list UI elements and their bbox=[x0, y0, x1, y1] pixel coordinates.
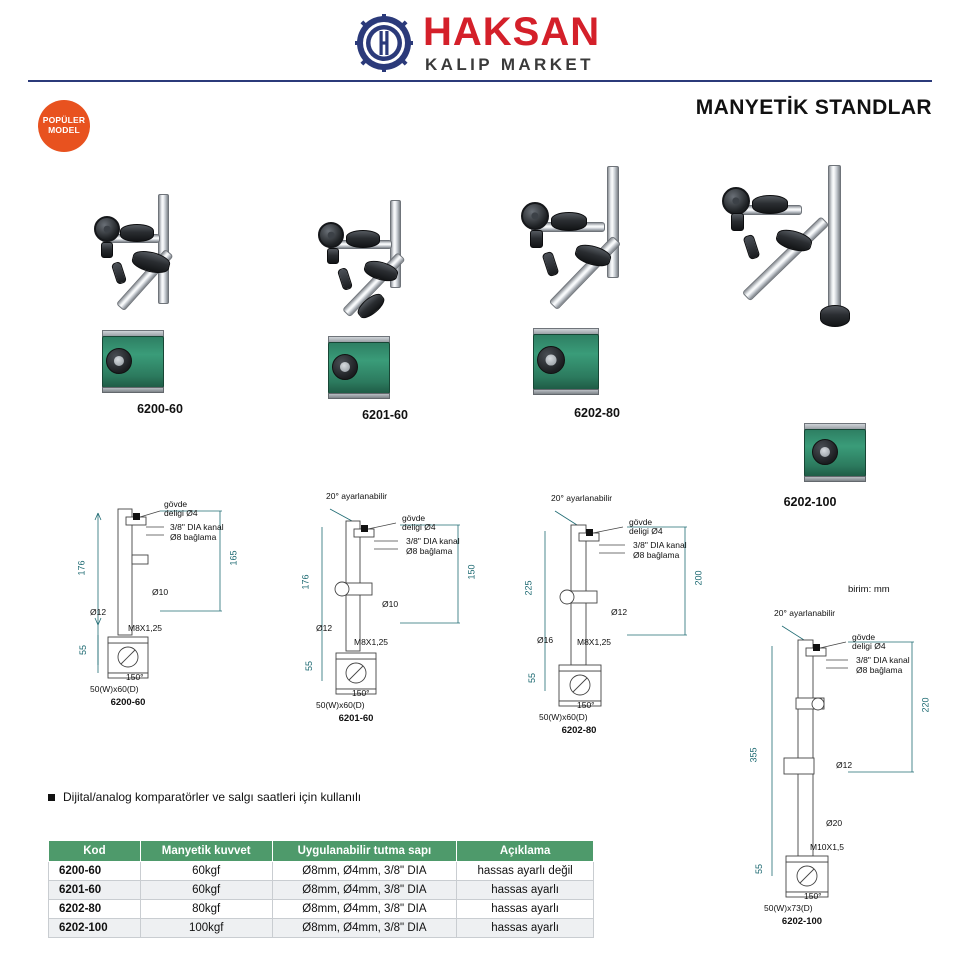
product-photo-6201-60 bbox=[290, 190, 480, 440]
label-kanal: 3/8" DIA kanal bbox=[633, 540, 687, 550]
label-angle: 150° bbox=[126, 672, 144, 682]
badge-line-2: MODEL bbox=[48, 125, 80, 135]
label-unit: birim: mm bbox=[848, 584, 890, 595]
th-kuvvet: Manyetik kuvvet bbox=[140, 841, 272, 862]
cell-sap: Ø8mm, Ø4mm, 3/8" DIA bbox=[272, 919, 457, 938]
dim-base-height: 55 bbox=[754, 863, 765, 875]
cell-kod: 6202-100 bbox=[49, 919, 141, 938]
cell-kuvvet: 100kgf bbox=[140, 919, 272, 938]
label-baglama: Ø8 bağlama bbox=[633, 550, 680, 560]
label-body-hole-line2: deligi Ø4 bbox=[402, 522, 436, 532]
label-angle: 150° bbox=[352, 688, 370, 698]
logo-subtitle: KALIP MARKET bbox=[425, 55, 594, 74]
label-thread: M8X1,25 bbox=[577, 637, 612, 647]
dim-height-left: 355 bbox=[748, 747, 759, 763]
technical-drawing-6200-60 bbox=[60, 495, 260, 715]
label-thread: M10X1,5 bbox=[810, 842, 845, 852]
product-photo-6200-60 bbox=[70, 190, 250, 440]
label-body-hole-line1: gövde bbox=[629, 517, 653, 527]
product-caption: 6200-60 bbox=[137, 402, 183, 416]
cell-aciklama: hassas ayarlı bbox=[457, 881, 594, 900]
technical-drawing-6202-100 bbox=[740, 584, 940, 950]
dim-height-left: 176 bbox=[76, 560, 87, 576]
label-kanal: 3/8" DIA kanal bbox=[406, 536, 460, 546]
technical-drawing-6201-60 bbox=[290, 491, 500, 735]
dim-height-right: 220 bbox=[920, 697, 931, 713]
label-kanal: 3/8" DIA kanal bbox=[856, 655, 910, 665]
label-adjust: 20° ayarlanabilir bbox=[326, 491, 388, 501]
cell-kod: 6200-60 bbox=[49, 862, 141, 881]
cell-sap: Ø8mm, Ø4mm, 3/8" DIA bbox=[272, 900, 457, 919]
th-kod: Kod bbox=[49, 841, 141, 862]
cell-kuvvet: 80kgf bbox=[140, 900, 272, 919]
cell-kuvvet: 60kgf bbox=[140, 862, 272, 881]
product-photo-6202-80 bbox=[495, 160, 695, 440]
logo-title: HAKSAN bbox=[423, 10, 601, 54]
label-body-hole-line2: deligi Ø4 bbox=[852, 641, 886, 651]
cell-sap: Ø8mm, Ø4mm, 3/8" DIA bbox=[272, 881, 457, 900]
specs-table bbox=[48, 840, 594, 938]
feature-note-text: Dijital/analog komparatörler ve salgı saatleri için kullanılı bbox=[63, 790, 362, 804]
label-thread: M8X1,25 bbox=[128, 623, 163, 633]
table-row bbox=[49, 881, 594, 900]
stand-illustration bbox=[290, 190, 480, 405]
dim-d12: Ø12 bbox=[316, 623, 333, 633]
dim-d10: Ø10 bbox=[152, 587, 169, 597]
label-angle: 150° bbox=[804, 891, 822, 901]
dim-height-right: 150 bbox=[466, 564, 477, 580]
label-thread: M8X1,25 bbox=[354, 637, 389, 647]
stand-illustration bbox=[495, 160, 695, 410]
cell-kod: 6202-80 bbox=[49, 900, 141, 919]
label-baglama: Ø8 bağlama bbox=[170, 532, 217, 542]
stand-illustration bbox=[700, 165, 920, 455]
label-adjust: 20° ayarlanabilir bbox=[774, 608, 836, 618]
drawing-caption: 6200-60 bbox=[110, 697, 146, 708]
product-caption: 6202-100 bbox=[783, 495, 837, 509]
label-baglama: Ø8 bağlama bbox=[406, 546, 453, 556]
label-body-hole-line2: deligi Ø4 bbox=[164, 508, 198, 518]
drawing-caption: 6202-100 bbox=[781, 916, 823, 927]
cell-kuvvet: 60kgf bbox=[140, 881, 272, 900]
popular-model-badge bbox=[38, 100, 90, 152]
label-base-dim: 50(W)x60(D) bbox=[90, 684, 139, 694]
page-title: MANYETİK STANDLAR bbox=[695, 96, 932, 119]
cell-aciklama: hassas ayarlı bbox=[457, 900, 594, 919]
label-adjust: 20° ayarlanabilir bbox=[551, 493, 613, 503]
label-body-hole-line2: deligi Ø4 bbox=[629, 526, 663, 536]
th-aciklama: Açıklama bbox=[457, 841, 594, 862]
label-body-hole-line1: gövde bbox=[402, 513, 426, 523]
table-header-row bbox=[49, 841, 594, 862]
product-photo-6202-100 bbox=[700, 165, 920, 509]
gear-icon bbox=[355, 14, 413, 72]
dim-height-right: 165 bbox=[228, 550, 239, 566]
th-sap: Uygulanabilir tutma sapı bbox=[272, 841, 457, 862]
table-row bbox=[49, 900, 594, 919]
dim-base-height: 55 bbox=[304, 660, 315, 672]
header-divider bbox=[28, 80, 932, 82]
table-row bbox=[49, 862, 594, 881]
dim-d12: Ø12 bbox=[90, 607, 107, 617]
product-caption: 6202-80 bbox=[574, 406, 620, 420]
label-kanal: 3/8" DIA kanal bbox=[170, 522, 224, 532]
cell-aciklama: hassas ayarlı değil bbox=[457, 862, 594, 881]
badge-line-1: POPÜLER bbox=[42, 115, 86, 126]
stand-illustration bbox=[70, 190, 250, 405]
label-base-dim: 50(W)x60(D) bbox=[539, 712, 588, 722]
label-base-dim: 50(W)x60(D) bbox=[316, 700, 365, 710]
label-body-hole-line1: gövde bbox=[852, 632, 876, 642]
technical-drawing-6202-80 bbox=[515, 495, 725, 745]
table-row bbox=[49, 919, 594, 938]
dim-base-height: 55 bbox=[527, 672, 538, 684]
label-body-hole-line1: gövde bbox=[164, 499, 188, 509]
dim-d20: Ø20 bbox=[826, 818, 843, 828]
cell-aciklama: hassas ayarlı bbox=[457, 919, 594, 938]
dim-d10: Ø10 bbox=[382, 599, 399, 609]
dim-height-right: 200 bbox=[693, 570, 704, 586]
label-baglama: Ø8 bağlama bbox=[856, 665, 903, 675]
brand-logo bbox=[355, 12, 600, 73]
label-base-dim: 50(W)x73(D) bbox=[764, 903, 813, 913]
feature-note bbox=[48, 790, 361, 804]
cell-sap: Ø8mm, Ø4mm, 3/8" DIA bbox=[272, 862, 457, 881]
dim-height-left: 225 bbox=[523, 580, 534, 596]
label-angle: 150° bbox=[577, 700, 595, 710]
page-header bbox=[0, 0, 960, 84]
cell-kod: 6201-60 bbox=[49, 881, 141, 900]
bullet-square-icon bbox=[48, 794, 55, 801]
drawing-caption: 6201-60 bbox=[338, 713, 374, 724]
dim-height-left: 176 bbox=[300, 574, 311, 590]
product-caption: 6201-60 bbox=[362, 408, 408, 422]
dim-d12: Ø12 bbox=[836, 760, 853, 770]
dim-d12: Ø12 bbox=[611, 607, 628, 617]
dim-base-height: 55 bbox=[78, 644, 89, 656]
dim-d16: Ø16 bbox=[537, 635, 554, 645]
drawing-caption: 6202-80 bbox=[561, 725, 597, 736]
